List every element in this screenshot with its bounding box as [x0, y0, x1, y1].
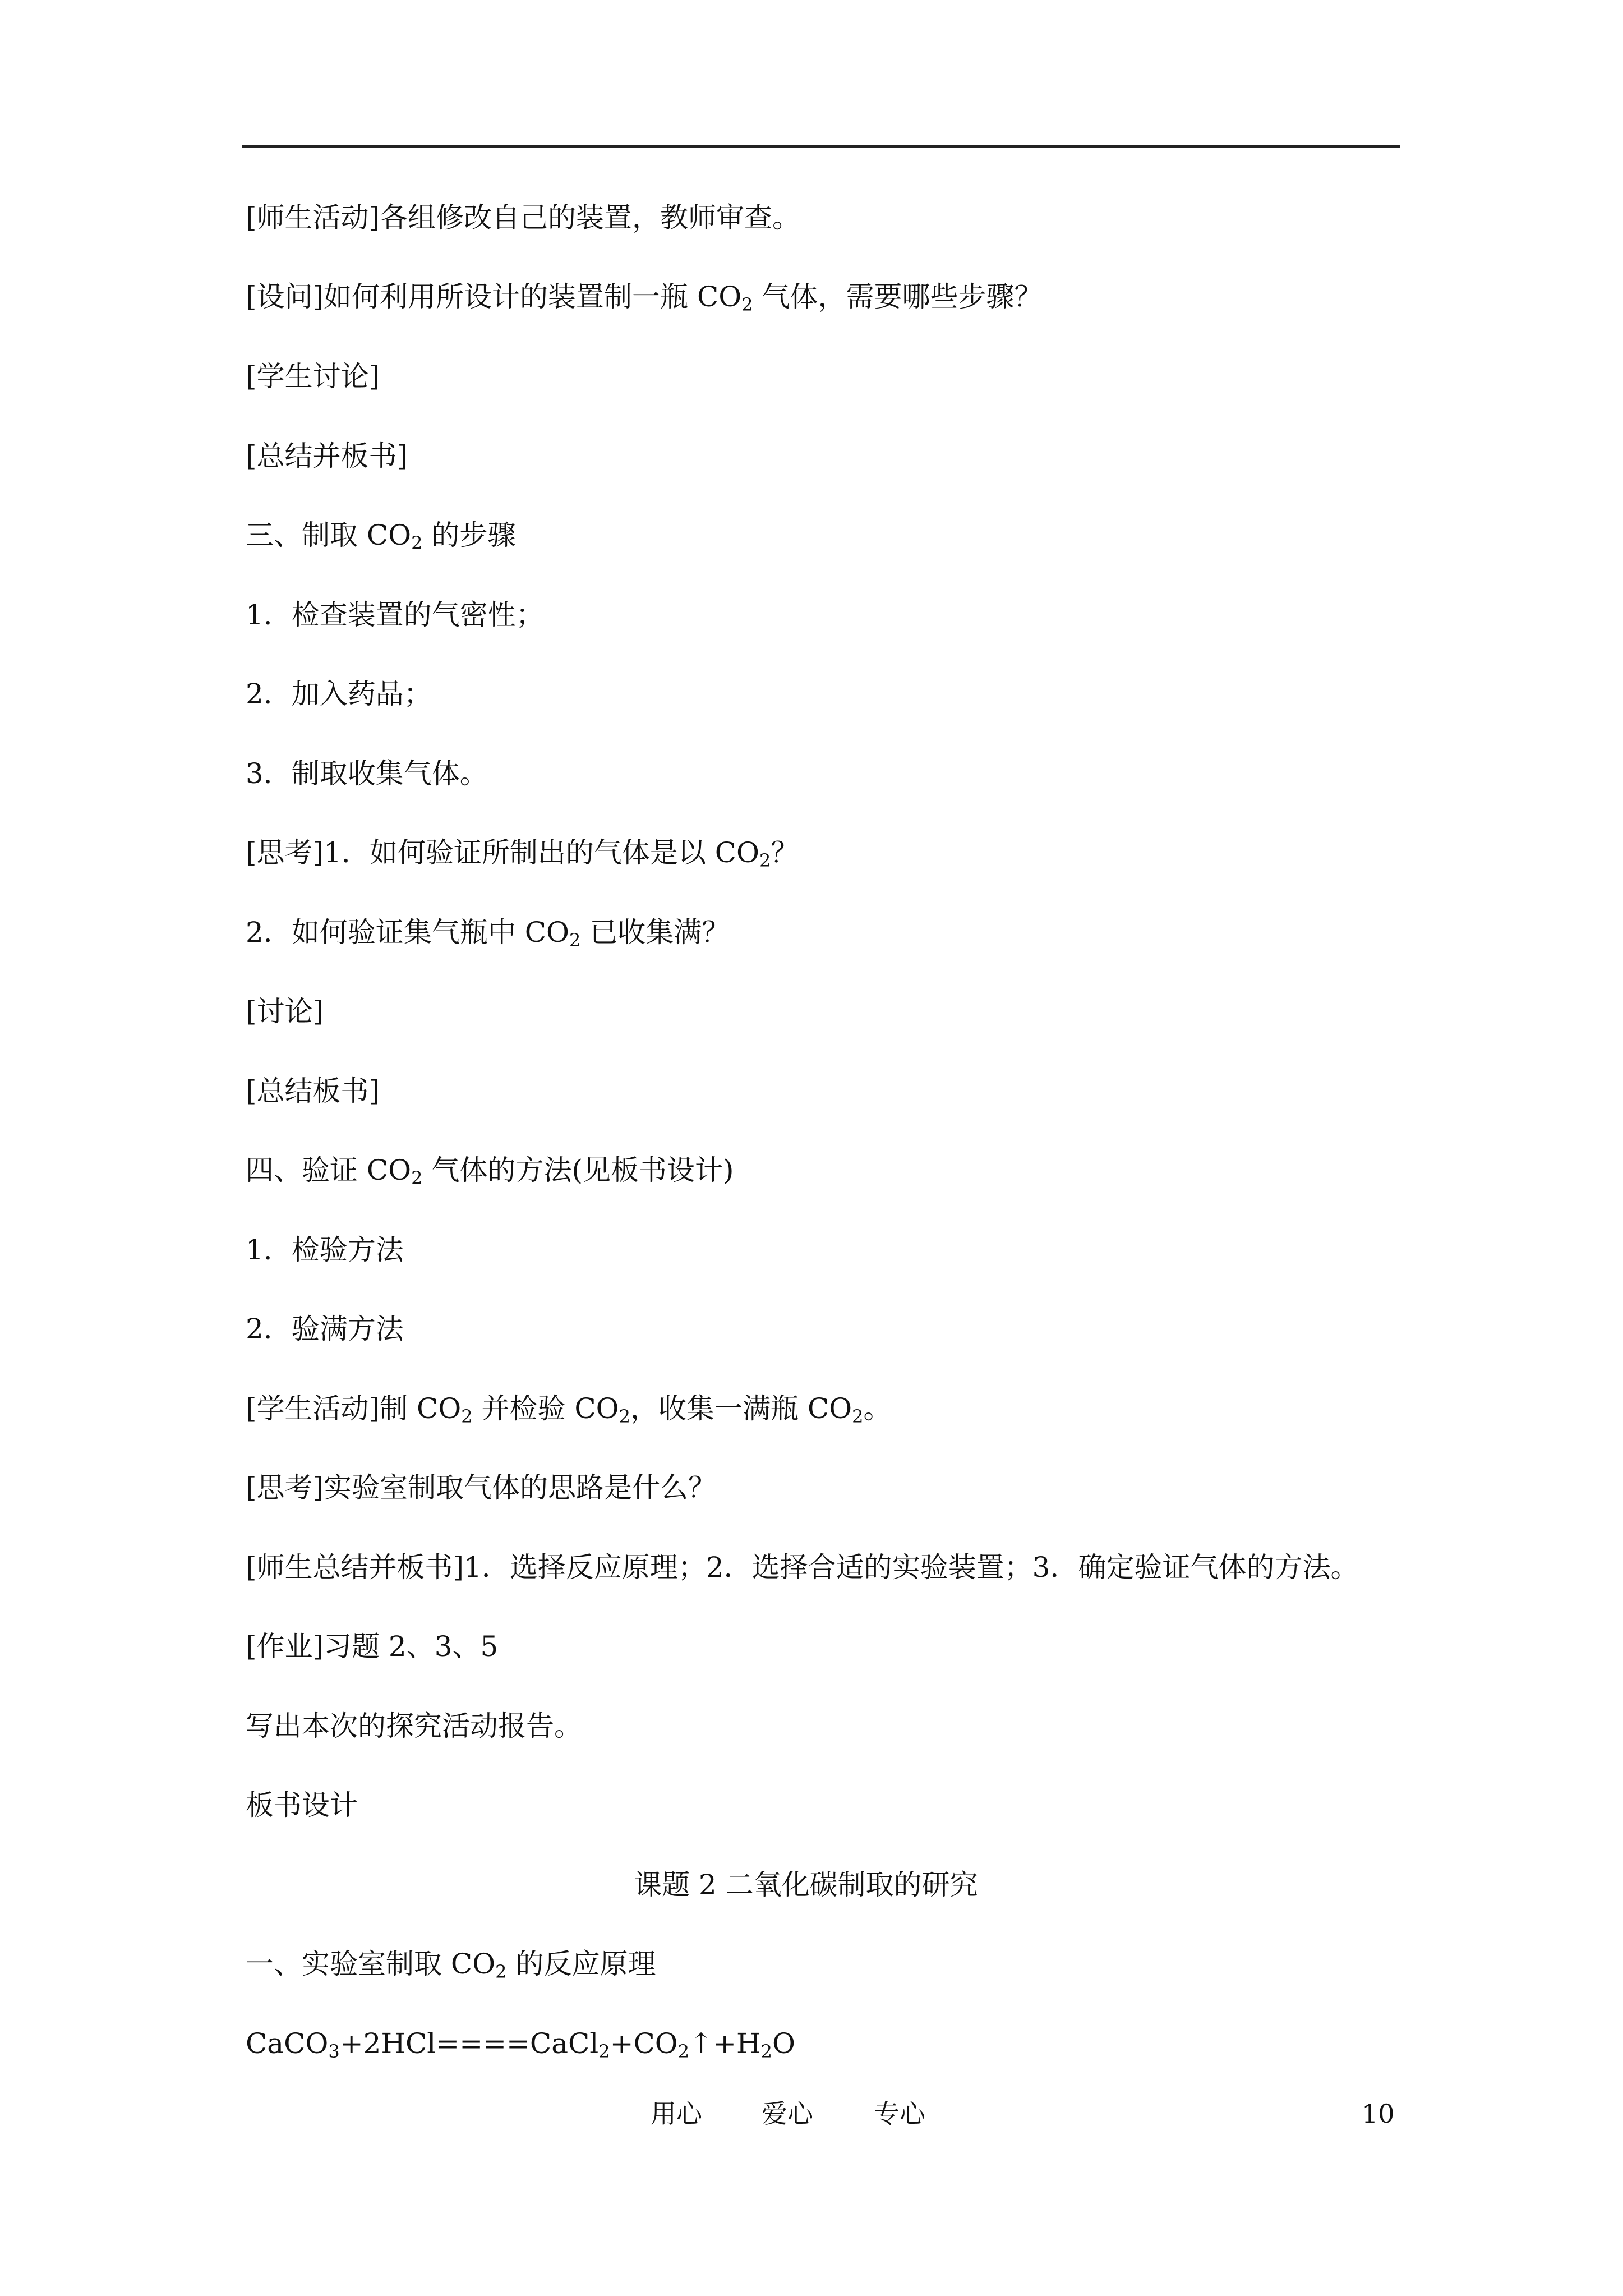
text-line: [师生活动]各组修改自己的装置，教师审查。	[246, 201, 801, 234]
text-line: [学生活动]制 $CO_2$ 并检验 $CO_2$，收集一满瓶 $CO_2$。	[246, 1392, 892, 1427]
text-line: 写出本次的探究活动报告。	[246, 1710, 582, 1742]
board-title: 课题 2 二氧化碳制取的研究	[634, 1869, 978, 1901]
text-line: [总结板书]	[246, 1075, 380, 1107]
text-line: 板书设计	[246, 1789, 358, 1821]
text-line: [学生讨论]	[246, 360, 380, 393]
text-line: [思考]实验室制取气体的思路是什么？	[246, 1471, 717, 1504]
text-line: [设问]如何利用所设计的装置制一瓶 $CO_2$ 气体，需要哪些步骤？	[246, 280, 1043, 315]
text-line: 3．制取收集气体。	[246, 757, 488, 790]
chemical-equation: $CaCO_3+2HCl====CaCl_2+CO_2↑+H_2O$	[246, 2027, 795, 2062]
text-line: 2．验满方法	[246, 1313, 404, 1345]
text-line: 1．检验方法	[246, 1234, 404, 1266]
footer-slogan: 爱心	[762, 2099, 813, 2129]
section-heading: 一、实验室制取 $CO_2$ 的反应原理	[246, 1948, 656, 1982]
text-line: 2．如何验证集气瓶中 $CO_2$ 已收集满？	[246, 916, 730, 951]
text-line: 1．检查装置的气密性；	[246, 599, 544, 631]
footer-slogan: 专心	[874, 2099, 925, 2129]
footer-slogan: 用心	[651, 2099, 702, 2129]
page-number: 10	[1362, 2099, 1395, 2129]
text-line: 2．加入药品；	[246, 678, 432, 710]
text-line: [总结并板书]	[246, 440, 408, 472]
text-line: [思考]1．如何验证所制出的气体是以 $CO_2$？	[246, 836, 799, 871]
section-heading: 四、验证 $CO_2$ 气体的方法(见板书设计)	[246, 1154, 734, 1189]
text-line: [作业]习题 2、3、5	[246, 1630, 499, 1663]
section-heading: 三、制取 $CO_2$ 的步骤	[246, 519, 516, 554]
text-line: [讨论]	[246, 995, 324, 1028]
header-rule	[242, 145, 1400, 148]
text-line: [师生总结并板书]1．选择反应原理；2．选择合适的实验装置；3．确定验证气体的方法。	[246, 1551, 1359, 1584]
